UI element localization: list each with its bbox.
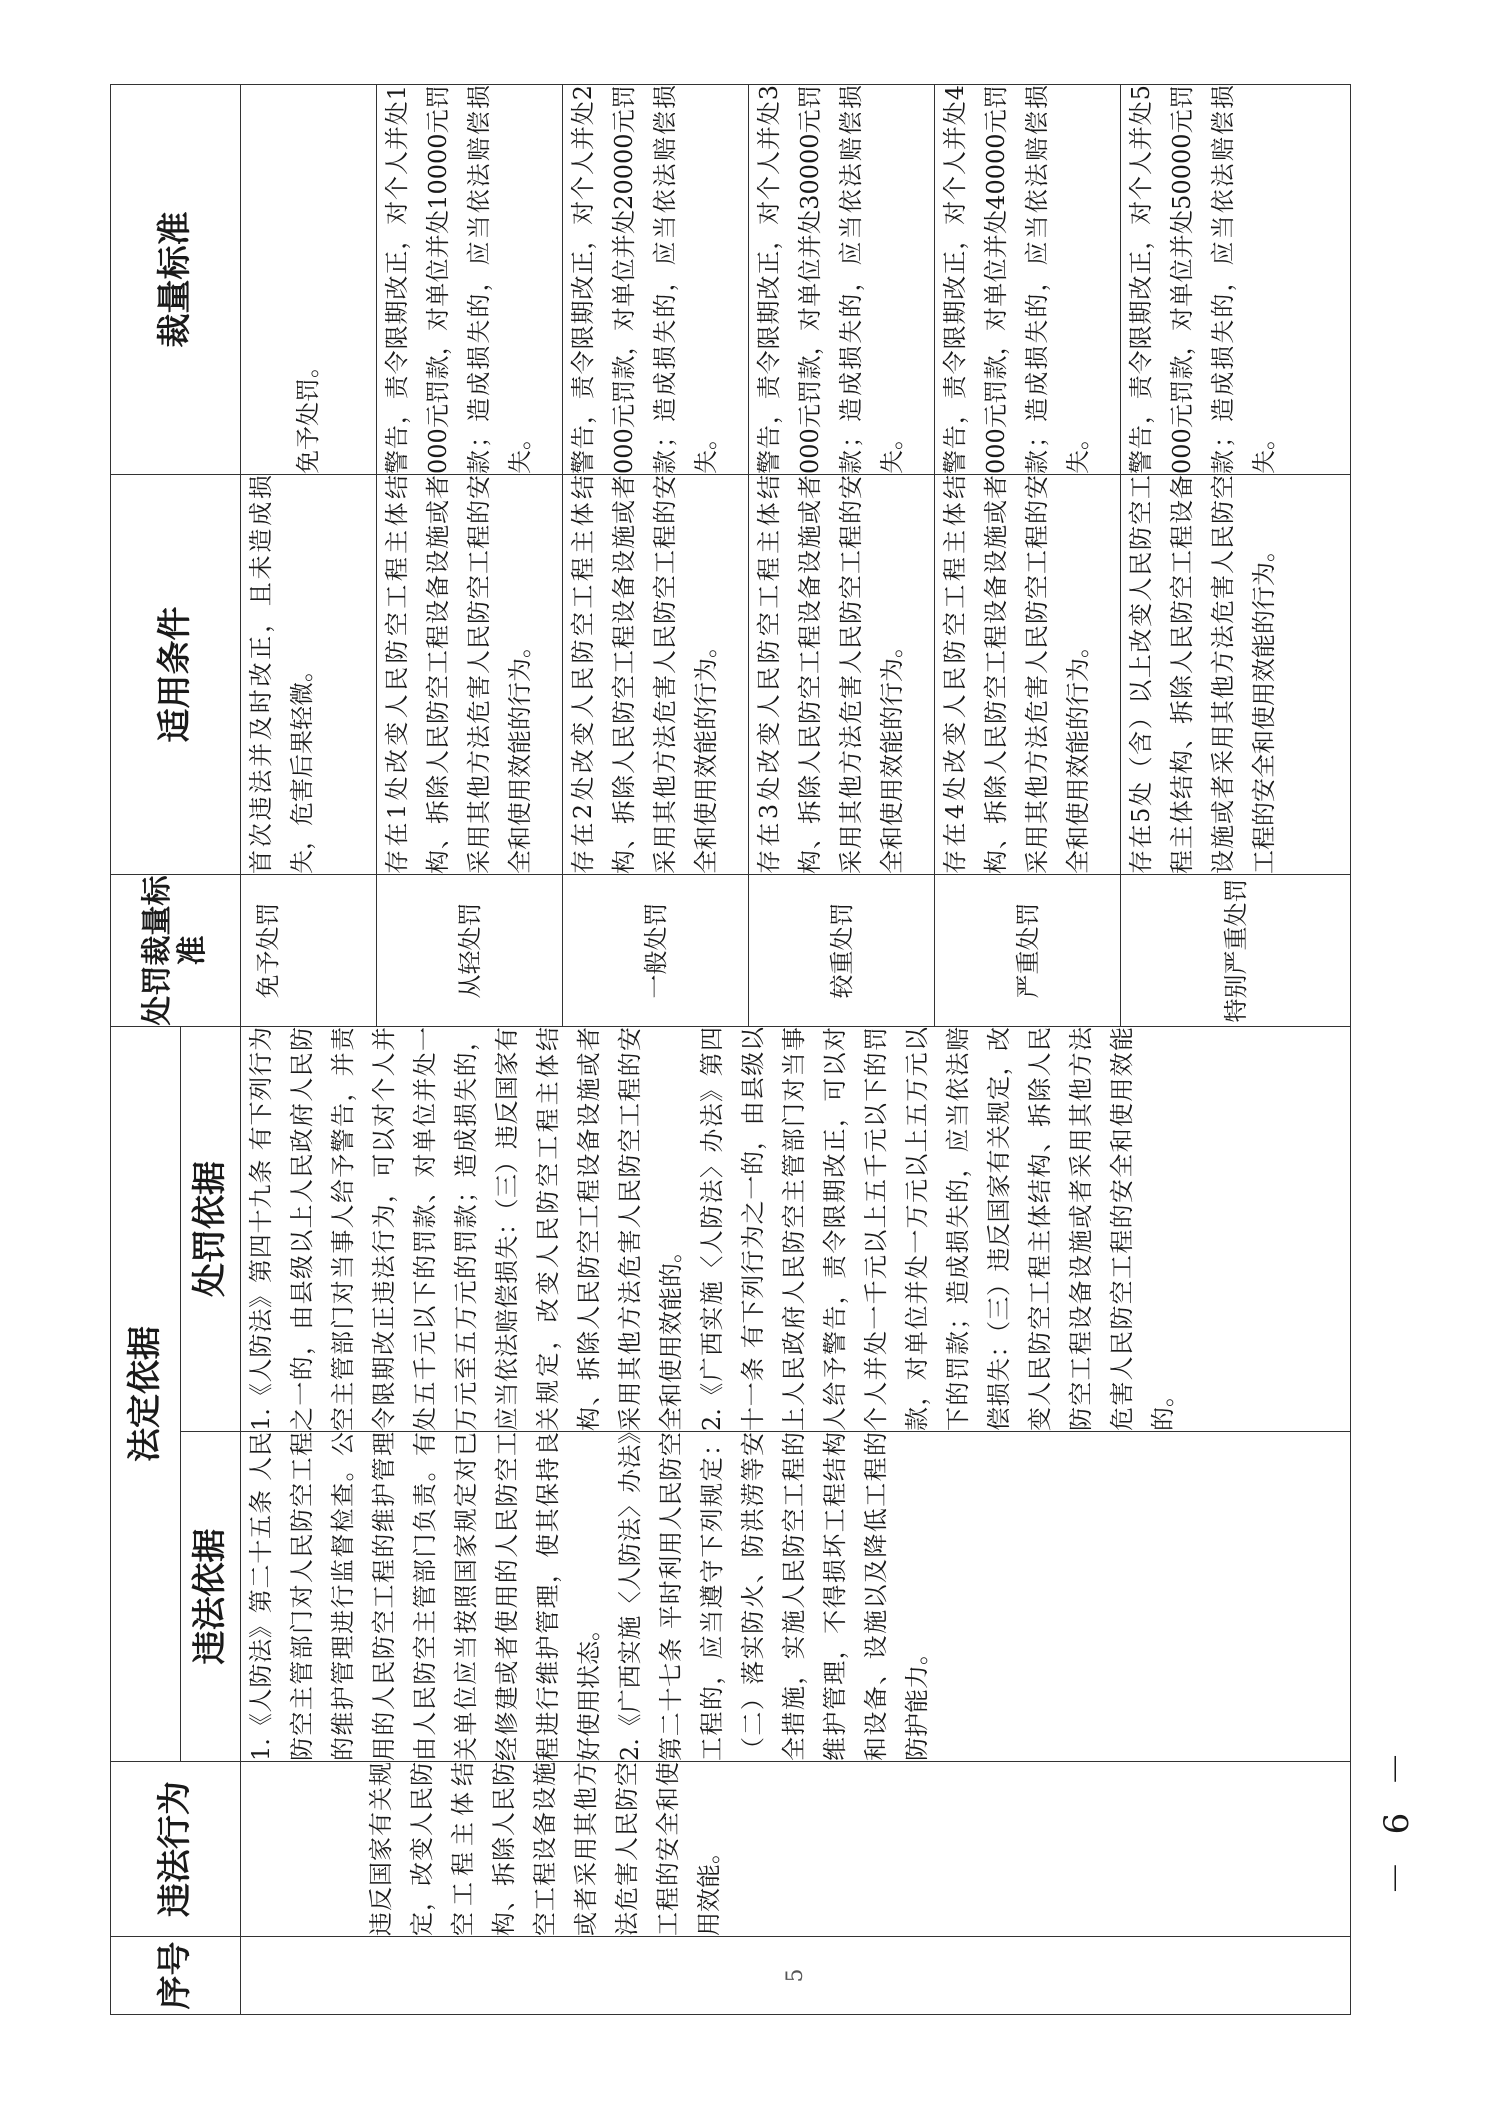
level-3-name: 较重处罚	[749, 875, 935, 1027]
illegal-basis-2: 2.《广西实施〈人防法〉办法》第二十七条 平时利用人民防空工程的，应当遵守下列规定：（二）落实防火、防洪涝等安全措施，实施人民防空工程的维护管理，不得损坏工程结构和设备、设施以及降低工程的防护能力。	[616, 1432, 931, 1761]
level-0-name: 免予处罚	[241, 875, 377, 1027]
level-4-standard: 警告，责令限期改正，对个人并处4000元罚款，对单位并处40000元罚款；造成损失的，应当依法赔偿损失。	[935, 85, 1121, 475]
level-4-condition: 存在4处改变人民防空工程主体结构、拆除人民防空工程设备设施或者采用其他方法危害人民防空工程的安全和使用效能的行为。	[935, 475, 1121, 875]
header-standard: 裁量标准	[111, 85, 241, 475]
header-penalty-basis: 处罚依据	[181, 1027, 241, 1432]
header-condition: 适用条件	[111, 475, 241, 875]
level-1-condition: 存在1处改变人民防空工程主体结构、拆除人民防空工程设备设施或者采用其他方法危害人民防空工程的安全和使用效能的行为。	[377, 475, 563, 875]
level-2-name: 一般处罚	[563, 875, 749, 1027]
level-1-standard: 警告，责令限期改正，对个人并处1000元罚款，对单位并处10000元罚款；造成损失的，应当依法赔偿损失。	[377, 85, 563, 475]
level-5-standard: 警告，责令限期改正，对个人并处5000元罚款，对单位并处50000元罚款；造成损失的，应当依法赔偿损失。	[1121, 85, 1351, 475]
level-3-standard: 警告，责令限期改正，对个人并处3000元罚款，对单位并处30000元罚款；造成损失的，应当依法赔偿损失。	[749, 85, 935, 475]
header-discretion: 处罚裁量标准	[111, 875, 241, 1027]
illegal-basis-text	[241, 1432, 1351, 1762]
level-2-standard: 警告，责令限期改正，对个人并处2000元罚款，对单位并处20000元罚款；造成损失的，应当依法赔偿损失。	[563, 85, 749, 475]
level-1-name: 从轻处罚	[377, 875, 563, 1027]
penalty-basis-text	[241, 1027, 1351, 1432]
illegal-basis-1: 1.《人防法》第二十五条 人民防空主管部门对人民防空工程的维护管理进行监督检查。公用的人民防空工程的维护管理由人民防空主管部门负责。有关单位应当按照国家规定对已经修建或者使用的人民防空工程进行维护管理，使其保持良好使用状态。	[247, 1432, 603, 1761]
page-number: － 6 －	[1377, 1743, 1418, 1896]
rotated-page	[110, 85, 1350, 2015]
level-0-condition: 首次违法并及时改正，且未造成损失，危害后果轻微。	[241, 475, 377, 875]
penalty-basis-1: 1.《人防法》第四十九条 有下列行为之一的，由县级以上人民政府人民防空主管部门对当事人给予警告，并责令限期改正违法行为，可以对个人并处五千元以下的罚款、对单位并处一万元至五万元的罚款；造成损失的，应当依法赔偿损失：（三）违反国家有关规定，改变人民防空工程主体结构、拆除人民防空工程设备设施或者采用其他方法危害人民防空工程的安全和使用效能的。	[247, 1027, 685, 1431]
row-seq: 5	[241, 1937, 1351, 2015]
level-4-name: 严重处罚	[935, 875, 1121, 1027]
level-0-standard: 免予处罚。	[241, 85, 377, 475]
header-seq: 序号	[111, 1937, 241, 2015]
level-5-name: 特别严重处罚	[1121, 875, 1351, 1027]
violation-text: 违反国家有关规定，改变人民防空工程主体结构、拆除人民防空工程设备设施或者采用其他方法危害人民防空工程的安全和使用效能。	[241, 1762, 1351, 1937]
header-violation: 违法行为	[111, 1762, 241, 1937]
header-legal-basis: 法定依据	[111, 1027, 181, 1762]
penalty-basis-2: 2.《广西实施〈人防法〉办法》第四十一条 有下列行为之一的，由县级以上人民政府人民防空主管部门对当事人给予警告，责令限期改正，可以对个人并处一千元以上五千元以下的罚款，对单位并处一万元以上五万元以下的罚款；造成损失的，应当依法赔偿损失：（三）违反国家有关规定，改变人民防空工程主体结构、拆除人民防空工程设备设施或者采用其他方法危害人民防空工程的安全和使用效能的。	[698, 1027, 1177, 1431]
header-illegal-basis: 违法依据	[181, 1432, 241, 1762]
level-5-condition: 存在5处（含）以上改变人民防空工程主体结构、拆除人民防空工程设备设施或者采用其他方法危害人民防空工程的安全和使用效能的行为。	[1121, 475, 1351, 875]
level-3-condition: 存在3处改变人民防空工程主体结构、拆除人民防空工程设备设施或者采用其他方法危害人民防空工程的安全和使用效能的行为。	[749, 475, 935, 875]
level-2-condition: 存在2处改变人民防空工程主体结构、拆除人民防空工程设备设施或者采用其他方法危害人民防空工程的安全和使用效能的行为。	[563, 475, 749, 875]
discretion-table	[110, 84, 1351, 2015]
